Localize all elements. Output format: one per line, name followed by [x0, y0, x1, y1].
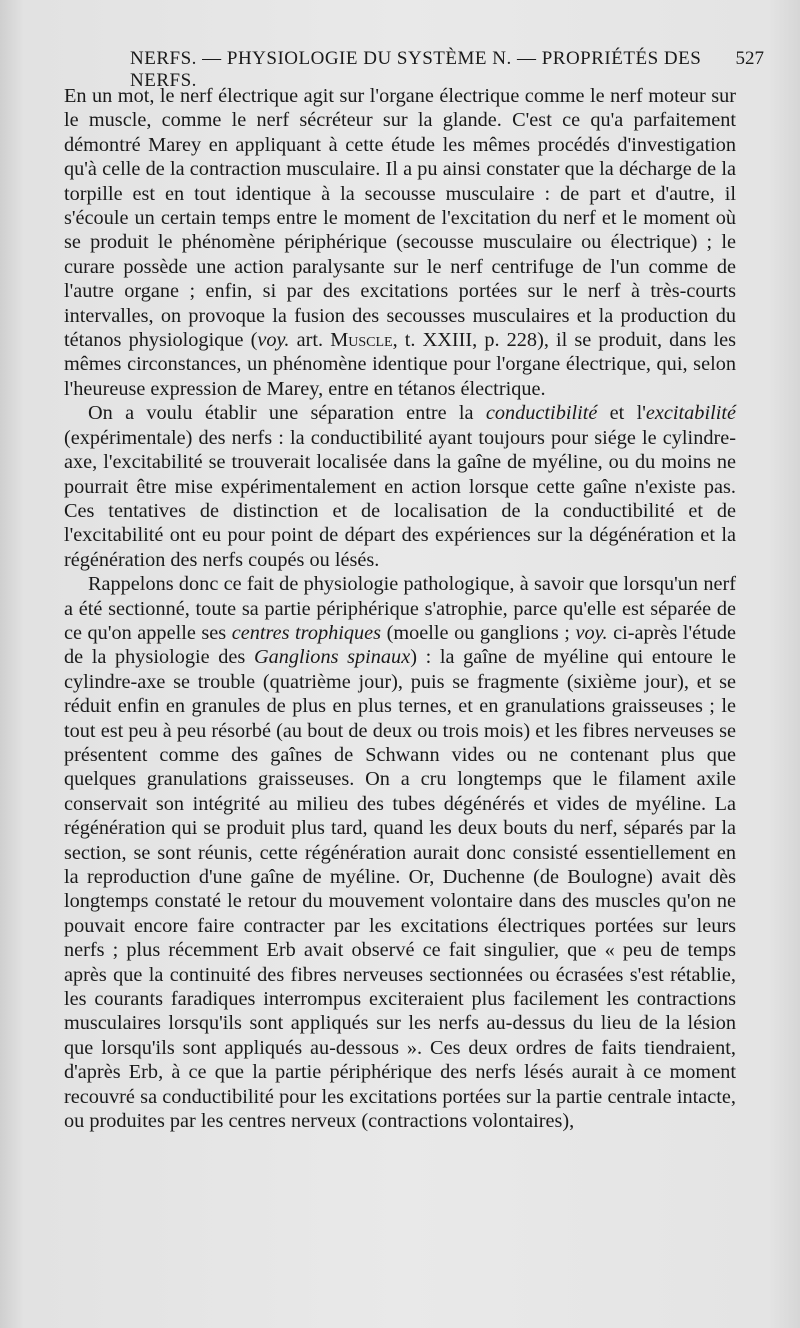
text-run-italic: centres trophiques [231, 621, 382, 644]
paragraph-3 [64, 572, 736, 1133]
text-run-smallcaps: Muscle [330, 329, 393, 352]
page-number: 527 [735, 48, 764, 69]
text-run-italic: excitabilité [645, 402, 736, 425]
running-header [66, 48, 764, 91]
text-run: et l' [597, 402, 646, 425]
text-run-italic: voy. [257, 329, 290, 352]
text-run: En un mot, le nerf électrique agit sur l'organe électrique comme le nerf moteur sur le muscle, comme le nerf sécréteur sur la glande. C'est ce qu'a parfaitement démontré Marey en appliquant à cette étude les mêmes procédés d'investigation qu'à celle de la contraction musculaire. Il a pu ainsi constater que la décharge de la torpille est en tout identique à la secousse musculaire : de part et d'autre, il s'écoule un certain temps entre le moment de l'excitation du nerf et le moment où se produit le phénomène périphérique (secousse musculaire ou électrique) ; le curare possède une action paralysante sur le nerf centrifuge de l'un comme de l'autre organe ; enfin, si par des excitations portées sur le nerf à très-courts intervalles, on provoque la fusion des secousses musculaires et la production du tétanos physiologique ( [64, 85, 736, 352]
text-run-italic: Ganglions spinaux [253, 646, 411, 669]
text-run: art. [289, 329, 331, 352]
paragraph-2 [64, 401, 736, 572]
text-run: , t. XXIII, p. 228), il se produit, dans les mêmes circonstances, un phénomène identique pour l'organe électrique, qui, selon l'heureuse expression de Marey, entre en tétanos électrique. [64, 329, 737, 400]
body-text [64, 84, 736, 1133]
text-run: On a voulu établir une séparation entre la [88, 402, 486, 425]
text-run: (moelle ou ganglions ; [381, 621, 576, 644]
text-run: Rappelons donc ce fait de physiologie pathologique, à savoir que lorsqu'un nerf a été sectionné, toute sa partie périphérique s'atrophie, parce qu'elle est séparée de ce qu'on appelle ses [64, 573, 736, 644]
text-run-italic: conductibilité [485, 402, 598, 425]
text-run-italic: voy. [575, 621, 608, 644]
text-run: ci-après l'étude de la physiologie des [64, 621, 737, 669]
text-run: ) : la gaîne de myéline qui entoure le cylindre-axe se trouble (quatrième jour), puis se fragmente (sixième jour), et se réduit enfin en granules de plus en plus ternes, et en granulations graisseuses ; le tout est peu à peu résorbé (au bout de deux ou trois mois) et les fibres nerveuses se présentent comme des gaînes de Schwann vides ou ne contenant plus que quelques granulations graisseuses. On a cru longtemps que le filament axile conservait son intégrité au milieu des tubes dégénérés et vides de myéline. La régénération qui se produit plus tard, quand les deux bouts du nerf, séparés par la section, se sont réunis, cette régénération aurait donc consisté essentiellement en la reproduction d'une gaîne de myéline. Or, Duchenne (de Boulogne) avait dès longtemps constaté le retour du mouvement volontaire dans des muscles qu'on ne pouvait encore faire contracter par les excitations électriques portées sur leurs nerfs ; plus récemment Erb avait observé ce fait singulier, que « peu de temps après que la continuité des fibres nerveuses sectionnées ou écrasées s'est rétablie, les courants faradiques interrompus exciteraient plus facilement les contractions musculaires lorsqu'ils sont appliqués sur les nerfs au-dessus du lieu de la lésion que lorsqu'ils sont appliqués au-dessous ». Ces deux ordres de faits tiendraient, d'après Erb, à ce que la partie périphérique des nerfs lésés aurait à ce moment recouvré sa conductibilité pour les excitations portées sur la partie centrale intacte, ou produites par les centres nerveux (contractions volontaires), [64, 646, 736, 1133]
text-run: (expérimentale) des nerfs : la conductibilité ayant toujours pour siége le cylindre-axe, l'excitabilité se trouverait localisée dans la gaîne de myéline, ou du moins ne pourrait être mise expérimentalement en action lorsque cette gaîne n'existe pas. Ces tentatives de distinction et de localisation de la conductibilité et de l'excitabilité ont eu pour point de départ des expériences sur la dégénération et la régénération des nerfs coupés ou lésés. [64, 426, 736, 571]
running-title: NERFS. — PHYSIOLOGIE DU SYSTÈME N. — PROPRIÉTÉS DES NERFS. [130, 48, 702, 91]
paragraph-1 [64, 84, 736, 401]
